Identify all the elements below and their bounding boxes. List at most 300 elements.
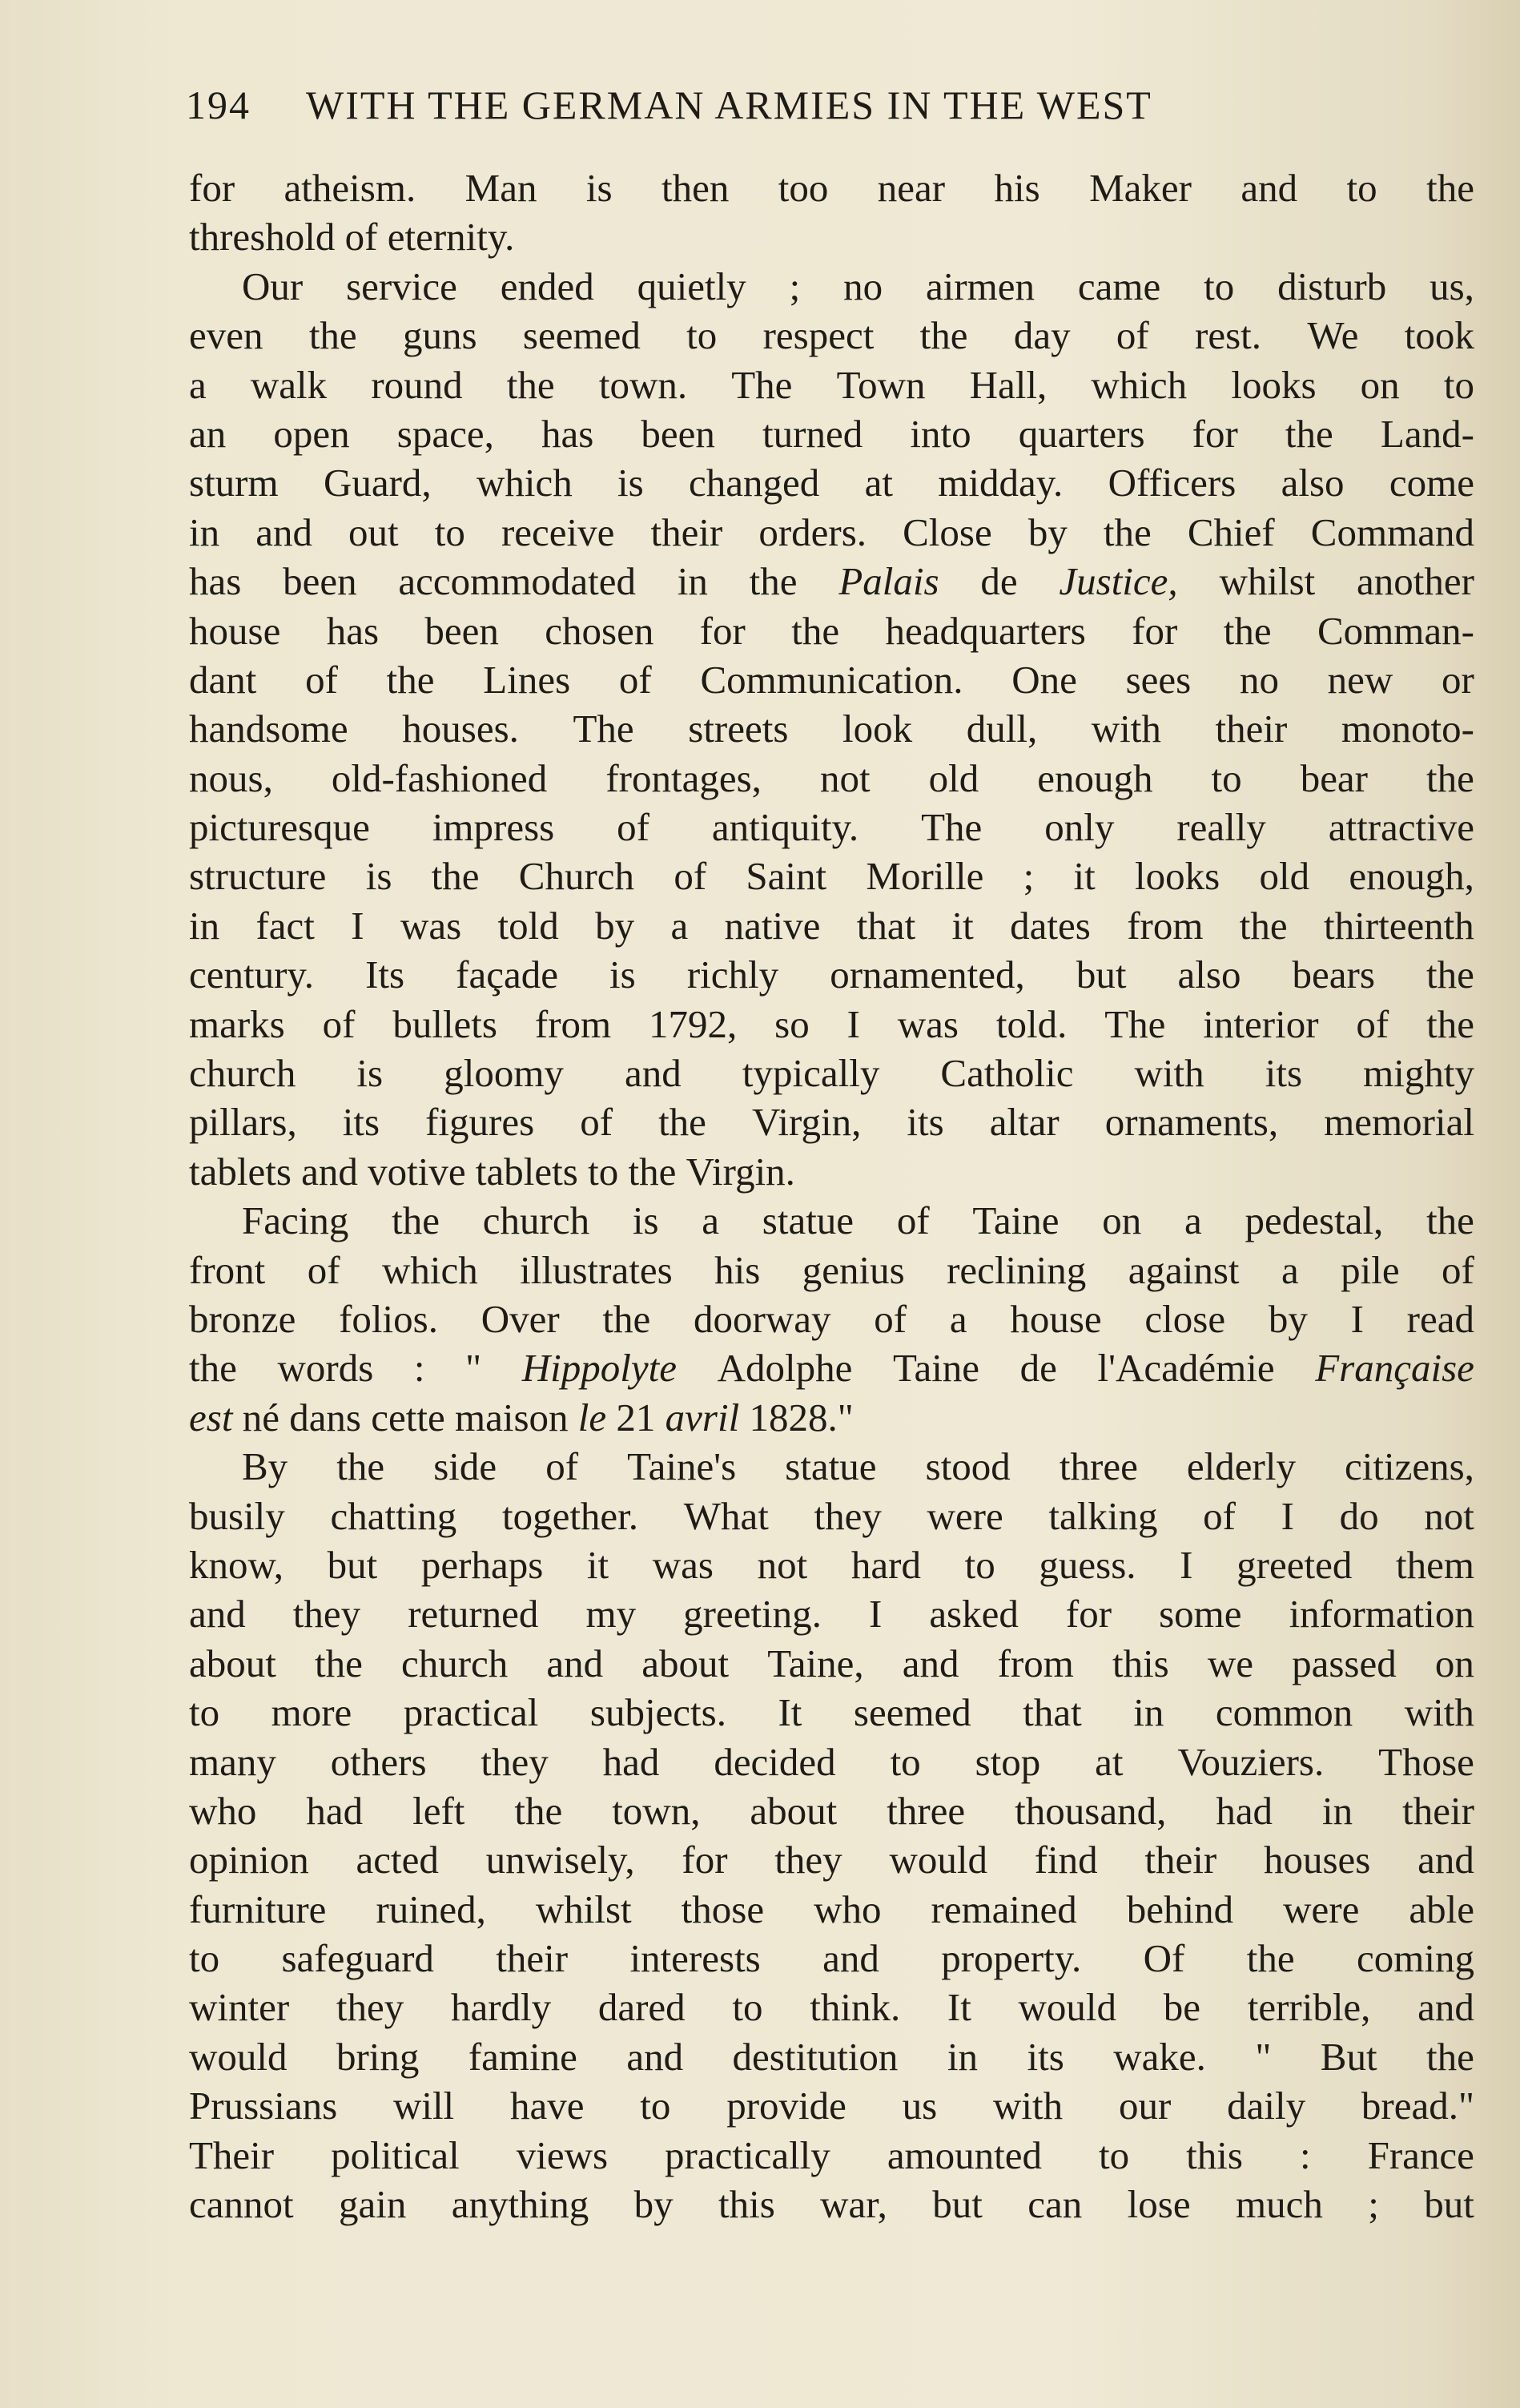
word: lose [1127, 2182, 1191, 2227]
word: dans [289, 1395, 362, 1440]
word: interests [629, 1936, 761, 1981]
word: old-fashioned [331, 755, 548, 800]
word: practical [403, 1690, 539, 1735]
word: Communication. [700, 657, 963, 702]
word: be [1163, 1985, 1200, 2030]
text-line [189, 950, 1474, 999]
word: mighty [1363, 1051, 1474, 1096]
word: our [1118, 2084, 1172, 2128]
word: Of [1143, 1936, 1185, 1981]
word: amounted [887, 2132, 1043, 2177]
word: pedestal, [1245, 1198, 1384, 1243]
word: Lines [483, 657, 571, 702]
word: find [1034, 1838, 1098, 1883]
word: the [791, 608, 840, 653]
word: to [732, 1985, 763, 2030]
word: reclining [947, 1247, 1087, 1292]
word: citizens, [1345, 1444, 1474, 1489]
word: another [1357, 559, 1474, 604]
word: of [1356, 1001, 1389, 1046]
word: to [1099, 2132, 1130, 2177]
word: famine [468, 2034, 577, 2079]
word: been [424, 608, 499, 653]
word: votive [368, 1149, 466, 1194]
word: dant [189, 657, 257, 702]
word: front [189, 1247, 266, 1292]
word: able [1409, 1887, 1474, 1931]
text-line [189, 1983, 1474, 2031]
word: Vouziers. [1177, 1739, 1325, 1784]
word: to [640, 2084, 671, 2128]
word: know, [189, 1542, 283, 1587]
word: and [1417, 1985, 1474, 2030]
word: is [356, 1051, 384, 1096]
word: a [702, 1198, 720, 1243]
word: and [625, 1051, 682, 1096]
word: church [189, 1051, 296, 1096]
word: Church [518, 854, 635, 899]
text-line [189, 1835, 1474, 1884]
text-line [189, 311, 1474, 360]
word: about [750, 1788, 838, 1833]
word: left [412, 1788, 465, 1833]
word: the [1103, 509, 1152, 554]
word: I [1281, 1493, 1294, 1538]
word: One [1011, 657, 1077, 702]
word: I [868, 1592, 883, 1637]
word: also [1177, 952, 1241, 997]
word: of [617, 805, 649, 850]
word: by [1268, 1296, 1308, 1341]
word: maison [455, 1395, 569, 1440]
word: property. [941, 1936, 1082, 1981]
word: so [774, 1001, 810, 1046]
word: come [1389, 461, 1474, 505]
word: those [681, 1887, 765, 1931]
word: but [1424, 2182, 1474, 2227]
word: figures [425, 1100, 535, 1145]
text-line [189, 409, 1474, 458]
word: but [327, 1542, 378, 1587]
word: ornaments, [1104, 1100, 1279, 1145]
word: receive [501, 509, 615, 554]
word: on [1102, 1198, 1142, 1243]
word: of [545, 1444, 579, 1489]
word: space, [396, 411, 494, 456]
word: The [1104, 1001, 1166, 1046]
word: It [947, 1985, 971, 2030]
word: even [189, 313, 263, 358]
word: new [1327, 657, 1393, 702]
text-line [189, 606, 1474, 655]
word: altar [989, 1100, 1060, 1145]
word: has [326, 608, 380, 653]
word: and [902, 1641, 959, 1685]
word: the [628, 1149, 677, 1194]
word: of [344, 215, 378, 260]
word: bread." [1361, 2084, 1474, 2128]
word: they [336, 1985, 404, 2030]
word: words [277, 1346, 374, 1391]
word: service [346, 264, 457, 308]
word: is [365, 854, 392, 899]
word: cette [371, 1395, 445, 1440]
body-text [189, 163, 1474, 2229]
word: in [1133, 1690, 1164, 1735]
word: dared [597, 1985, 686, 2030]
word: came [1077, 264, 1161, 308]
text-line [189, 2131, 1474, 2180]
word: façade [456, 952, 558, 997]
word: their [1215, 707, 1288, 751]
word: picturesque [189, 805, 370, 850]
word: Taine's [627, 1444, 737, 1489]
word: What [683, 1493, 769, 1538]
word: houses [1263, 1838, 1371, 1883]
text-line [189, 1196, 1474, 1245]
word: a [670, 903, 689, 948]
word: atheism. [283, 166, 416, 210]
word: safeguard [281, 1936, 434, 1981]
word: the [506, 362, 555, 407]
word: nous, [189, 755, 273, 800]
word: this [1186, 2132, 1243, 2177]
word: which [381, 1247, 478, 1292]
word: l'Académie [1097, 1346, 1275, 1391]
word: told [497, 903, 559, 948]
word: doorway [694, 1296, 831, 1341]
word: richly [686, 952, 779, 997]
word: anything [451, 2182, 589, 2227]
word: this [718, 2182, 775, 2227]
word: to [434, 509, 465, 554]
word: subjects. [589, 1690, 726, 1735]
word: Command [1310, 509, 1474, 554]
word: chatting [330, 1493, 457, 1538]
word: the [392, 1198, 440, 1243]
text-line [189, 1147, 1474, 1196]
word: Justice, [1059, 559, 1178, 604]
word: they [814, 1493, 882, 1538]
word: memorial [1324, 1100, 1474, 1145]
word: has [189, 559, 242, 604]
word: asked [929, 1592, 1019, 1637]
word: Officers [1108, 461, 1237, 505]
word: to [686, 313, 718, 358]
text-line [189, 1393, 1474, 1442]
word: the [1426, 2034, 1474, 2079]
word: Virgin. [686, 1149, 795, 1194]
word: sturm [189, 461, 279, 505]
word: on [1360, 362, 1400, 407]
word: quietly [637, 264, 746, 308]
word: it [951, 903, 974, 948]
word: 21 [616, 1395, 656, 1440]
word: their [650, 509, 723, 554]
word: the [1426, 755, 1474, 800]
word: house [1010, 1296, 1102, 1341]
word: rest. [1195, 313, 1262, 358]
word: quarters [1018, 411, 1145, 456]
word: whilst [535, 1887, 632, 1931]
word: about [641, 1641, 730, 1685]
word: the [336, 1444, 385, 1489]
word: political [331, 2132, 460, 2177]
word: dates [1010, 903, 1091, 948]
word: antiquity. [711, 805, 859, 850]
word: would [889, 1838, 987, 1883]
word: to [964, 1542, 995, 1587]
word: sees [1125, 657, 1192, 702]
word: ended [500, 264, 594, 308]
word: then [661, 166, 730, 210]
word: of [1203, 1493, 1236, 1538]
word: read [1406, 1296, 1474, 1341]
word: Land- [1380, 411, 1474, 456]
word: the [1223, 608, 1272, 653]
word: is [617, 461, 644, 505]
word: war, [820, 2182, 887, 2227]
word: also [1281, 461, 1345, 505]
word: have [509, 2084, 585, 2128]
word: not [757, 1542, 808, 1587]
word: Those [1378, 1739, 1474, 1784]
word: the [919, 313, 968, 358]
word: de [980, 559, 1018, 604]
text-line [189, 262, 1474, 311]
word: century. [189, 952, 314, 997]
word: the [749, 559, 798, 604]
word: old [928, 755, 979, 800]
word: midday. [938, 461, 1064, 505]
text-line [189, 704, 1474, 753]
word: old [1259, 854, 1310, 899]
word: " [1255, 2034, 1272, 2079]
word: seemed [853, 1690, 971, 1735]
word: in [677, 559, 708, 604]
word: were [927, 1493, 1003, 1538]
word: greeting. [683, 1592, 822, 1637]
word: church [482, 1198, 590, 1243]
word: gloomy [444, 1051, 564, 1096]
word: and [255, 509, 312, 554]
word: too [778, 166, 829, 210]
text-line [189, 508, 1474, 557]
word: France [1367, 2132, 1474, 2177]
word: side [433, 1444, 497, 1489]
word: were [1283, 1887, 1360, 1931]
running-title: WITH THE GERMAN ARMIES IN THE WEST [306, 83, 1152, 127]
word: impress [432, 805, 555, 850]
word: us [902, 2084, 938, 2128]
word: changed [689, 461, 820, 505]
word: Hall, [969, 362, 1048, 407]
word: been [283, 559, 357, 604]
text-line [189, 1885, 1474, 1934]
word: to [1346, 166, 1377, 210]
word: would [189, 2034, 288, 2079]
word: it [586, 1542, 609, 1587]
word: Taine [892, 1346, 980, 1391]
word: had [1216, 1788, 1273, 1833]
word: look [842, 707, 913, 751]
word: that [1023, 1690, 1082, 1735]
text-line [189, 163, 1474, 212]
text-line [189, 852, 1474, 900]
text-line [189, 212, 1474, 261]
word: is [632, 1198, 659, 1243]
word: ; [789, 264, 801, 308]
word: with [1404, 1690, 1474, 1735]
word: Man [464, 166, 537, 210]
word: the [314, 1641, 363, 1685]
word: I [1350, 1296, 1364, 1341]
word: was [652, 1542, 714, 1587]
word: many [189, 1739, 276, 1784]
word: who [189, 1788, 257, 1833]
word: that [856, 903, 916, 948]
word: for [682, 1838, 728, 1883]
word: the [1426, 166, 1474, 210]
word: the [1426, 1001, 1474, 1046]
word: some [1159, 1592, 1242, 1637]
word: this [1112, 1641, 1169, 1685]
word: pillars, [189, 1100, 297, 1145]
word: stood [925, 1444, 1011, 1489]
text-line [189, 1343, 1474, 1392]
word: of [674, 854, 707, 899]
word: had [306, 1788, 364, 1833]
word: perhaps [420, 1542, 544, 1587]
word: they [481, 1739, 549, 1784]
word: at [864, 461, 893, 505]
word: Its [365, 952, 405, 997]
word: Virgin, [751, 1100, 862, 1145]
word: but [1076, 952, 1127, 997]
word: the [602, 1296, 651, 1341]
word: near [877, 166, 946, 210]
word: and [1417, 1838, 1474, 1883]
word: bring [336, 2034, 420, 2079]
word: provide [726, 2084, 846, 2128]
word: folios. [339, 1296, 438, 1341]
text-line [189, 2032, 1474, 2081]
word: avril [665, 1395, 740, 1440]
word: monoto- [1341, 707, 1474, 751]
word: with [1091, 707, 1161, 751]
word: a [949, 1296, 967, 1341]
word: from [997, 1641, 1074, 1685]
word: been [641, 411, 715, 456]
word: Saint [746, 854, 827, 899]
word: his [714, 1247, 761, 1292]
text-line [189, 1540, 1474, 1589]
word: the [308, 313, 357, 358]
word: Close [903, 509, 992, 554]
text-line [189, 1589, 1474, 1638]
word: Prussians [189, 2084, 338, 2128]
word: its [1027, 2034, 1064, 2079]
word: remained [931, 1887, 1077, 1931]
word: the [1426, 1198, 1474, 1243]
word: not [1424, 1493, 1474, 1538]
word: Over [481, 1296, 560, 1341]
word: ornamented, [830, 952, 1025, 997]
text-line [189, 1738, 1474, 1786]
word: native [724, 903, 821, 948]
word: will [392, 2084, 455, 2128]
word: is [585, 166, 613, 210]
word: common [1215, 1690, 1353, 1735]
word: pile [1341, 1247, 1400, 1292]
word: not [819, 755, 871, 800]
word: the [1239, 903, 1288, 948]
word: statue [762, 1198, 854, 1243]
word: threshold [189, 215, 336, 260]
word: returned [408, 1592, 539, 1637]
word: at [1095, 1739, 1124, 1784]
word: chosen [545, 608, 654, 653]
word: is [609, 952, 636, 997]
word: they [292, 1592, 361, 1637]
word: Morille [866, 854, 984, 899]
word: the [189, 1346, 237, 1391]
word: and [301, 1149, 358, 1194]
word: typically [742, 1051, 880, 1096]
word: out [348, 509, 399, 554]
text-line [189, 655, 1474, 704]
running-head [186, 77, 1395, 133]
word: town, [612, 1788, 701, 1833]
word: I [846, 1001, 860, 1046]
word: can [1027, 2182, 1083, 2227]
word: tablets [189, 1149, 292, 1194]
word: interior [1203, 1001, 1319, 1046]
word: Our [242, 264, 304, 308]
word: others [330, 1739, 427, 1784]
word: for [1132, 608, 1178, 653]
word: orders. [758, 509, 867, 554]
word: of [1442, 1247, 1474, 1292]
text-line [189, 1295, 1474, 1343]
word: cannot [189, 2182, 294, 2227]
text-line [189, 1442, 1474, 1491]
word: Palais [838, 559, 939, 604]
word: But [1320, 2034, 1377, 2079]
word: Their [189, 2132, 275, 2177]
text-line [189, 1934, 1474, 1983]
word: but [932, 2182, 983, 2227]
word: airmen [925, 264, 1035, 308]
word: : [1299, 2132, 1311, 2177]
word: round [371, 362, 463, 407]
word: It [778, 1690, 802, 1735]
word: ; [1023, 854, 1035, 899]
word: accommodated [398, 559, 636, 604]
word: no [843, 264, 883, 308]
word: Hippolyte [521, 1346, 677, 1391]
word: three [1059, 1444, 1138, 1489]
word: We [1307, 313, 1359, 358]
word: By [242, 1444, 288, 1489]
word: est [189, 1395, 233, 1440]
word: of [322, 1001, 356, 1046]
word: of [874, 1296, 907, 1341]
word: we [1207, 1641, 1253, 1685]
word: and [1241, 166, 1298, 210]
word: statue [785, 1444, 877, 1489]
word: in [189, 509, 220, 554]
